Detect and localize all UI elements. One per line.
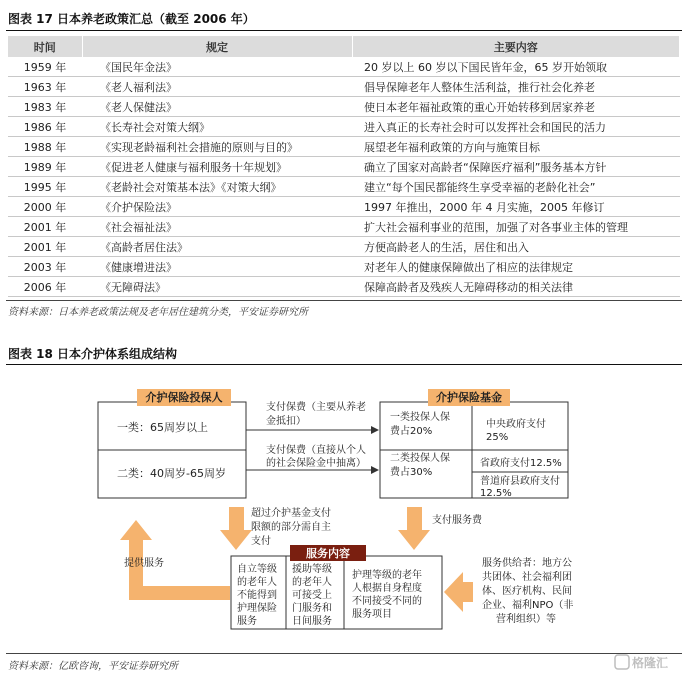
col-header-rule: 规定 <box>82 36 352 57</box>
insured-header: 介护保险投保人 <box>145 391 223 404</box>
cell-rule: 《社会福祉法》 <box>82 217 352 237</box>
service-care: 护理等级的老年 人根据自身程度 不同接受不同的 服务项目 <box>352 570 422 620</box>
cell-time: 1988 年 <box>8 137 82 157</box>
cell-time: 1986 年 <box>8 117 82 137</box>
cell-time: 1995 年 <box>8 177 82 197</box>
fund-city: 普道府县政府支付 12.5% <box>480 476 560 499</box>
cell-time: 2001 年 <box>8 237 82 257</box>
cell-rule: 《老龄社会对策基本法》《对策大纲》 <box>82 177 352 197</box>
service-header: 服务内容 <box>306 547 350 560</box>
cell-content: 建立“每个国民都能终生享受幸福的老龄化社会” <box>352 177 680 197</box>
service-support: 援助等级 的老年人 可接受上 门服务和 日间服务 <box>292 564 332 627</box>
cell-rule: 《国民年金法》 <box>82 57 352 77</box>
figure-18-title: 图表 18 日本介护体系组成结构 <box>8 347 178 361</box>
insured-box <box>98 389 246 498</box>
cell-content: 对老年人的健康保障做出了相应的法律规定 <box>352 257 680 277</box>
over-limit-arrow <box>220 506 334 550</box>
watermark-text: 格隆汇 <box>632 656 669 670</box>
cell-content: 使日本老年福祉政策的重心开始转移到居家养老 <box>352 97 680 117</box>
fund-central: 中央政府支付 25% <box>486 419 546 443</box>
cell-rule: 《促进老人健康与福利服务十年规划》 <box>82 157 352 177</box>
cell-rule: 《介护保险法》 <box>82 197 352 217</box>
fund-box <box>380 389 568 499</box>
cell-rule: 《实现老龄福利社会措施的原则与目的》 <box>82 137 352 157</box>
fig17-source: 资料来源：日本养老政策法规及老年居住建筑分类，平安证券研究所 <box>8 307 308 318</box>
cell-time: 2003 年 <box>8 257 82 277</box>
cell-content: 展望老年福利政策的方向与施策目标 <box>352 137 680 157</box>
insured-class1: 一类：65周岁以上 <box>117 421 208 434</box>
cell-rule: 《老人福利法》 <box>82 77 352 97</box>
service-independent: 自立等级 的老年人 不能得到 护理保险 服务 <box>237 564 277 627</box>
cell-content: 1997 年推出，2000 年 4 月实施，2005 年修订 <box>352 197 680 217</box>
over-limit-text: 超过介护基金支付 限额的部分需自主 支付 <box>251 508 331 547</box>
cell-rule: 《老人保健法》 <box>82 97 352 117</box>
cell-content: 保障高龄者及残疾人无障碍移动的相关法律 <box>352 277 680 297</box>
cell-content: 20 岁以上 60 岁以下国民皆年金，65 岁开始领取 <box>352 57 680 77</box>
watermark-logo-icon <box>615 655 629 669</box>
pay-service-arrow <box>398 507 483 550</box>
col-header-time: 时间 <box>8 36 82 57</box>
provider-arrow <box>444 572 473 612</box>
provide-service-arrow <box>120 520 230 600</box>
premium-arrows <box>246 400 378 470</box>
cell-content: 进入真正的长寿社会时可以发挥社会和国民的活力 <box>352 117 680 137</box>
cell-time: 1963 年 <box>8 77 82 97</box>
cell-time: 1989 年 <box>8 157 82 177</box>
fund-province: 省政府支付12.5% <box>480 458 562 469</box>
fund-class2: 二类投保人保 费占30% <box>390 453 450 478</box>
watermark <box>615 655 668 670</box>
col-header-content: 主要内容 <box>352 36 680 57</box>
cell-rule: 《健康增进法》 <box>82 257 352 277</box>
fund-header: 介护保险基金 <box>436 391 502 404</box>
service-providers: 服务供给者：地方公 共团体、社会福利团 体、医疗机构、民间 企业、福利NPO（非 营利组织）等 <box>482 558 574 625</box>
cell-time: 2006 年 <box>8 277 82 297</box>
pay-premium-2: 支付保费（直接从个人 的社会保险金中抽离） <box>266 445 366 469</box>
cell-content: 方便高龄老人的生活，居住和出入 <box>352 237 680 257</box>
source-rule <box>6 653 682 654</box>
cell-time: 2000 年 <box>8 197 82 217</box>
cell-rule: 《高龄者居住法》 <box>82 237 352 257</box>
cell-time: 1959 年 <box>8 57 82 77</box>
cell-time: 1983 年 <box>8 97 82 117</box>
fig18-source: 资料来源：亿欧咨询，平安证券研究所 <box>8 661 178 672</box>
cell-content: 扩大社会福利事业的范围，加强了对各事业主体的管理 <box>352 217 680 237</box>
figure-17-title: 图表 17 日本养老政策汇总（截至 2006 年） <box>8 12 255 26</box>
pay-service-text: 支付服务费 <box>432 515 482 526</box>
cell-time: 2001 年 <box>8 217 82 237</box>
fund-class1: 一类投保人保 费占20% <box>390 412 450 437</box>
insured-class2: 二类：40周岁-65周岁 <box>117 467 226 480</box>
service-box <box>231 545 442 629</box>
provide-service-text: 提供服务 <box>124 558 164 569</box>
pay-premium-1: 支付保费（主要从养老 金抵扣） <box>266 402 366 427</box>
cell-content: 倡导保障老年人整体生活利益，推行社会化养老 <box>352 77 680 97</box>
cell-rule: 《长寿社会对策大纲》 <box>82 117 352 137</box>
cell-rule: 《无障碍法》 <box>82 277 352 297</box>
cell-content: 确立了国家对高龄者“保障医疗福利”服务基本方针 <box>352 157 680 177</box>
